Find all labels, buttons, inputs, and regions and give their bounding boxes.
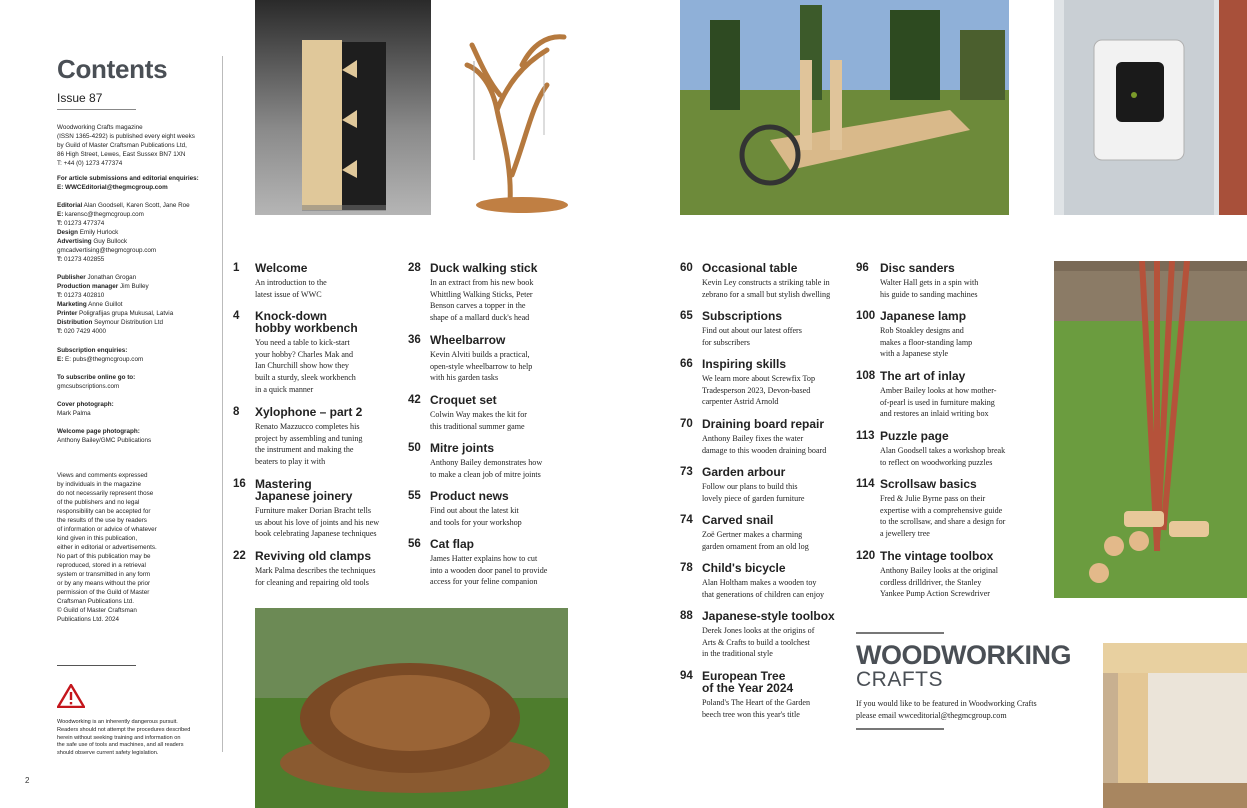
entry-title: [702, 466, 862, 478]
entry-title: [255, 478, 415, 502]
entry-title: [702, 262, 862, 274]
masthead-line: Woodworking Crafts magazine: [57, 124, 143, 131]
staff-row: T: 020 7429 4000: [57, 328, 107, 335]
page-ref: 74: [680, 514, 693, 526]
entry-description: [880, 565, 1028, 600]
feature-note: If you would like to be featured in Woodworking Crafts please email wwceditorial@thegmcgroup.com: [856, 699, 1037, 720]
page-ref: 1: [233, 262, 240, 274]
entry-title: [430, 262, 590, 274]
entry-title-line: Draining board repair: [702, 417, 825, 431]
subscription-enquiries: Subscription enquiries: E: E: pubs@thegmcgroup.com: [57, 347, 144, 363]
entry-title: [430, 490, 590, 502]
entry-description-line: and restores an inlaid writing box: [880, 409, 989, 419]
entry-description-line: your hobby? Charles Mak and: [255, 349, 354, 359]
disclaimer: [57, 471, 157, 624]
entry-description-line: Zoë Gertner makes a charming: [702, 530, 803, 539]
entry-description-line: You need a table to kick-start: [255, 338, 350, 347]
entry-title-line: Reviving old clamps: [255, 549, 372, 563]
staff-row: T: 01273 402855: [57, 256, 105, 263]
disclaimer-line: or by any means without the prior: [57, 580, 151, 587]
entry-description: [702, 697, 850, 720]
entry-description-line: carpenter Astrid Arnold: [702, 397, 779, 407]
page-ref: 100: [856, 310, 876, 322]
entry-description-line: Poland's The Heart of the Garden: [702, 698, 811, 707]
submissions-heading: For article submissions and editorial enquiries:: [57, 175, 199, 182]
entry-title-line: Japanese lamp: [880, 309, 967, 323]
staff-row: E: karensc@thegmcgroup.com: [57, 211, 144, 218]
entry-description-line: a jewellery tree: [880, 529, 930, 539]
entry-description-line: zebrano for a small but stylish dwelling: [702, 289, 831, 299]
entry-title: [880, 430, 1040, 442]
disclaimer-line: Views and comments expressed: [57, 472, 148, 479]
entry-description: [255, 505, 403, 540]
entry-title-line: hobby workbench: [255, 321, 358, 335]
entry-title: [430, 538, 590, 550]
disclaimer-line: reproduced, stored in a retrieval: [57, 562, 146, 569]
safety-line: should observe current safety legislation.: [57, 750, 159, 757]
page-ref: 65: [680, 310, 693, 322]
masthead-line: 86 High Street, Lewes, East Sussex BN7 1XN: [57, 151, 186, 158]
disclaimer-line: either in editorial or advertisements.: [57, 544, 157, 551]
page-ref: 4: [233, 310, 240, 322]
entry-description-line: and tools for your workshop: [430, 517, 522, 527]
entry-description-line: beaters to play it with: [255, 457, 326, 467]
page-ref: 114: [856, 478, 875, 490]
entry-description-line: that generations of children can enjoy: [702, 589, 825, 599]
entry-description-line: of-pearl is used in furniture making: [880, 397, 995, 407]
entry-title: [430, 394, 590, 406]
entry-description-line: to the scrollsaw, and share a design for: [880, 517, 1006, 527]
entry-description-line: in a quick manner: [255, 384, 314, 394]
entry-description-line: into a wooden door panel to provide: [430, 565, 548, 575]
staff-list: [57, 201, 190, 264]
disclaimer-line: © Guild of Master Craftsman: [57, 607, 137, 614]
entry-title-line: Occasional table: [702, 261, 798, 275]
entry-description: [702, 625, 850, 660]
entry-description: [430, 457, 578, 480]
staff-row: T: 01273 402810: [57, 292, 105, 299]
entry-title: [880, 262, 1040, 274]
disclaimer-line: of information or advice of whatever: [57, 526, 157, 533]
staff-row: Printer Poligrafijas grupa Mukusal, Latvia: [57, 310, 174, 317]
staff-row: Design Emily Hurlock: [57, 229, 119, 236]
entry-description-line: Benson carves a topper in the: [430, 301, 526, 311]
entry-description-line: for subscribers: [702, 337, 750, 347]
entry-description-line: Rob Stoakley designs and: [880, 326, 964, 335]
entry-description-line: Kevin Alviti builds a practical,: [430, 350, 530, 359]
page-title: Contents: [57, 54, 168, 84]
staff-row: Production manager Jim Bulley: [57, 283, 149, 290]
page-ref: 36: [408, 334, 421, 346]
page-ref: 55: [408, 490, 421, 502]
entry-description: [880, 493, 1028, 540]
divider: [856, 728, 944, 730]
submissions-email[interactable]: E: WWCEditorial@thegmcgroup.com: [57, 184, 168, 191]
entry-description: [255, 565, 403, 588]
entry-title-line: Welcome: [255, 261, 308, 275]
entry-title: [430, 442, 590, 454]
sidebar-header: [57, 54, 207, 110]
entry-description: [702, 433, 850, 456]
entry-description-line: Amber Bailey looks at how mother-: [880, 386, 997, 395]
staff-row: gmcadvertising@thegmcgroup.com: [57, 247, 157, 254]
entry-description: [880, 445, 1028, 468]
staff-row: Marketing Anne Guillot: [57, 301, 123, 308]
entry-description-line: Mark Palma describes the techniques: [255, 566, 376, 575]
entry-title-line: Knock-down: [255, 309, 327, 323]
entry-description-line: shape of a mallard duck's head: [430, 313, 530, 323]
entry-description: [880, 325, 1028, 360]
entry-title: [702, 310, 862, 322]
entry-title: [702, 514, 862, 526]
page-ref: 8: [233, 406, 240, 418]
staff-row: Editorial Alan Goodsell, Karen Scott, Jane Roe: [57, 202, 190, 209]
page-ref: 96: [856, 262, 869, 274]
page-ref: 22: [233, 550, 246, 562]
entry-description-line: project by assembling and tuning: [255, 433, 363, 443]
welcome-credit: Welcome page photograph: Anthony Bailey/GMC Publications: [57, 428, 152, 444]
divider: [856, 632, 944, 634]
entry-description: [255, 421, 403, 468]
entry-description: [702, 277, 850, 300]
entry-description-line: Kevin Ley constructs a striking table in: [702, 278, 830, 287]
page-ref: 120: [856, 550, 876, 562]
disclaimer-line: No part of this publication may be: [57, 553, 151, 560]
entry-title-line: Child's bicycle: [702, 561, 786, 575]
disclaimer-line: permission of the Guild of Master: [57, 589, 150, 596]
entry-title-line: Garden arbour: [702, 465, 786, 479]
entry-description-line: Yankee Pump Action Screwdriver: [880, 589, 990, 599]
entry-description: [702, 577, 850, 600]
entry-description: [702, 481, 850, 504]
safety-line: herein without seeking training and information on: [57, 734, 181, 741]
page-ref: 28: [408, 262, 421, 274]
entry-description-line: beech tree won this year's title: [702, 709, 800, 719]
warning-triangle-icon: [57, 684, 85, 708]
entry-description-line: the instrument and making the: [255, 445, 354, 455]
entry-title: [880, 550, 1040, 562]
page-ref: 113: [856, 430, 875, 442]
entry-title: [430, 334, 590, 346]
page-ref: 60: [680, 262, 693, 274]
disclaimer-line: Publications Ltd. 2024: [57, 616, 119, 623]
subscription-email[interactable]: E: pubs@thegmcgroup.com: [65, 356, 144, 363]
entry-title-line: European Tree: [702, 669, 786, 683]
entry-description-line: cordless drilldriver, the Stanley: [880, 577, 982, 587]
entry-description-line: lovely piece of garden furniture: [702, 493, 805, 503]
entry-title: [255, 310, 415, 334]
carved-snail-image: [255, 608, 568, 808]
page-ref: 94: [680, 670, 693, 682]
entry-description: [255, 337, 403, 396]
page-number: 2: [25, 776, 30, 785]
page-ref: 78: [680, 562, 693, 574]
page-ref: 50: [408, 442, 421, 454]
safety-line: the safe use of tools and machines, and all readers: [57, 742, 184, 749]
entry-title-line: Mitre joints: [430, 441, 495, 455]
safety-text: [57, 719, 227, 758]
entry-description: [430, 349, 578, 384]
entry-title: [702, 670, 862, 694]
entry-description-line: in the traditional style: [702, 649, 773, 659]
entry-title-line: Carved snail: [702, 513, 774, 527]
entry-title-line: Mastering: [255, 477, 312, 491]
entry-title: [255, 550, 415, 562]
entry-title: [702, 358, 862, 370]
entry-description-line: expertise with a comprehensive guide: [880, 505, 1003, 515]
cat-flap-image: [1054, 0, 1247, 215]
subscribe-online: To subscribe online go to: gmcsubscriptions.com: [57, 374, 136, 390]
entry-description-line: with his garden tasks: [430, 373, 499, 383]
entry-description-line: access for your feline companion: [430, 577, 538, 587]
subscribe-link[interactable]: gmcsubscriptions.com: [57, 383, 120, 390]
entry-description: [880, 277, 1028, 300]
occasional-table-image: [1103, 643, 1247, 808]
entry-description-line: Colwin Way makes the kit for: [430, 410, 527, 419]
entry-description-line: Walter Hall gets in a spin with: [880, 278, 979, 287]
entry-description-line: Whittling Walking Sticks, Peter: [430, 289, 533, 299]
entry-title-line: Subscriptions: [702, 309, 783, 323]
entry-description-line: Tradesperson 2023, Devon-based: [702, 385, 811, 395]
divider: [57, 665, 136, 666]
entry-description-line: open-style wheelbarrow to help: [430, 361, 533, 371]
entry-title: [702, 562, 862, 574]
entry-description-line: makes a floor-standing lamp: [880, 337, 973, 347]
staff-row: Distribution Seymour Distribution Ltd: [57, 319, 164, 326]
entry-title: [255, 262, 415, 274]
entry-description: [430, 553, 578, 588]
entry-title-line: Duck walking stick: [430, 261, 538, 275]
entry-title: [880, 310, 1040, 322]
entry-description-line: Renato Mazzucco completes his: [255, 422, 360, 431]
magazine-logo: WOODWORKING: [856, 640, 1071, 670]
entry-description-line: Furniture maker Dorian Bracht tells: [255, 506, 371, 515]
jewellery-tree-image: [452, 25, 578, 215]
entry-title-line: Inspiring skills: [702, 357, 787, 371]
entry-description-line: Arts & Crafts to build a toolchest: [702, 637, 810, 647]
disclaimer-line: Craftsman Publications Ltd.: [57, 598, 134, 605]
entry-description-line: to make a clean job of mitre joints: [430, 469, 541, 479]
entry-description-line: to reflect on woodworking puzzles: [880, 457, 993, 467]
entry-description: [255, 277, 403, 300]
entry-description-line: Anthony Bailey fixes the water: [702, 434, 804, 443]
entry-title-line: Japanese joinery: [255, 489, 353, 503]
masthead-line: by Guild of Master Craftsman Publications Ltd,: [57, 142, 187, 149]
staff-row: Publisher Jonathan Grogan: [57, 274, 137, 281]
disclaimer-line: of the publishers and no legal: [57, 499, 140, 506]
entry-title-line: Japanese-style toolbox: [702, 609, 835, 623]
entry-description-line: Anthony Bailey looks at the original: [880, 566, 999, 575]
entry-description-line: Derek Jones looks at the origins of: [702, 626, 815, 635]
entry-description: [430, 409, 578, 432]
page-ref: 66: [680, 358, 693, 370]
entry-title: [880, 370, 1040, 382]
cover-credit: Cover photograph: Mark Palma: [57, 401, 114, 417]
page-ref: 42: [408, 394, 421, 406]
page-ref: 56: [408, 538, 421, 550]
disclaimer-line: responsibility can be accepted for: [57, 508, 151, 515]
entry-description-line: An introduction to the: [255, 278, 327, 287]
dovetail-joint-image: [255, 0, 431, 215]
entry-description: [702, 325, 850, 348]
disclaimer-line: kind given in this publication,: [57, 535, 138, 542]
entry-description-line: James Hatter explains how to cut: [430, 554, 538, 563]
masthead-line: (ISSN 1365-4292) is published every eight weeks: [57, 133, 195, 140]
disclaimer-line: the results of the use by readers: [57, 517, 147, 524]
entry-description-line: Alan Goodsell takes a workshop break: [880, 446, 1006, 455]
safety-line: Woodworking is an inherently dangerous pursuit.: [57, 719, 178, 725]
entry-title-line: Puzzle page: [880, 429, 949, 443]
entry-description: [430, 277, 578, 324]
disclaimer-line: by individuals in the magazine: [57, 481, 142, 488]
page-ref: 88: [680, 610, 693, 622]
page-ref: 73: [680, 466, 693, 478]
masthead: [57, 123, 195, 168]
entry-description-line: We learn more about Screwfix Top: [702, 374, 816, 383]
masthead-line: T: +44 (0) 1273 477374: [57, 160, 123, 167]
entry-description-line: Ian Churchill show how they: [255, 361, 349, 371]
divider: [222, 56, 223, 752]
entry-description-line: Find out about the latest kit: [430, 506, 519, 515]
entry-description: [880, 385, 1028, 420]
entry-title: [702, 418, 862, 430]
entry-description-line: latest issue of WWC: [255, 289, 322, 299]
disclaimer-line: do not necessarily represent those: [57, 490, 154, 497]
entry-description-line: his guide to sanding machines: [880, 289, 978, 299]
entry-title-line: Product news: [430, 489, 509, 503]
entry-description-line: Alan Holtham makes a wooden toy: [702, 578, 817, 587]
entry-title-line: of the Year 2024: [702, 681, 794, 695]
entry-description-line: for cleaning and repairing old tools: [255, 577, 369, 587]
page-ref: 70: [680, 418, 693, 430]
entry-title-line: Xylophone – part 2: [255, 405, 363, 419]
entry-description-line: Anthony Bailey demonstrates how: [430, 458, 543, 467]
safety-line: Readers should not attempt the procedures described: [57, 726, 191, 733]
entry-title-line: Scrollsaw basics: [880, 477, 977, 491]
entry-title: [880, 478, 1040, 490]
entry-description: [430, 505, 578, 528]
entry-description-line: book celebrating Japanese techniques: [255, 529, 377, 539]
submissions: [57, 174, 199, 192]
entry-description-line: with a Japanese style: [880, 349, 949, 359]
safety-notice: [57, 684, 227, 758]
entry-description-line: built a sturdy, sleek workbench: [255, 373, 356, 383]
entry-description-line: Find out about our latest offers: [702, 326, 802, 335]
issue-number: Issue 87: [57, 91, 136, 110]
entry-description-line: Fred & Julie Byrne pass on their: [880, 494, 986, 503]
entry-description-line: garden ornament from an old log: [702, 541, 809, 551]
entry-title-line: The art of inlay: [880, 369, 966, 383]
entry-title: [702, 610, 862, 622]
entry-description-line: this traditional summer game: [430, 421, 525, 431]
wheelbarrow-image: [680, 0, 1009, 215]
entry-title-line: Disc sanders: [880, 261, 955, 275]
staff-row: T: 01273 477374: [57, 220, 105, 227]
entry-description: [702, 529, 850, 552]
entry-title-line: Wheelbarrow: [430, 333, 506, 347]
entry-title: [255, 406, 415, 418]
entry-description: [702, 373, 850, 408]
page-ref: 16: [233, 478, 246, 490]
entry-title-line: Cat flap: [430, 537, 475, 551]
croquet-set-image: [1054, 261, 1247, 598]
page-ref: 108: [856, 370, 876, 382]
staff-row: Advertising Guy Bullock: [57, 238, 127, 245]
disclaimer-line: system or transmitted in any form: [57, 571, 151, 578]
entry-title-line: The vintage toolbox: [880, 549, 994, 563]
entry-description-line: us about his love of joints and his new: [255, 517, 380, 527]
entry-description-line: damage to this wooden draining board: [702, 445, 827, 455]
magazine-logo-sub: CRAFTS: [856, 668, 943, 691]
entry-title-line: Croquet set: [430, 393, 497, 407]
publishing-list: [57, 273, 173, 336]
entry-description-line: In an extract from his new book: [430, 278, 534, 287]
entry-description-line: Follow our plans to build this: [702, 482, 798, 491]
